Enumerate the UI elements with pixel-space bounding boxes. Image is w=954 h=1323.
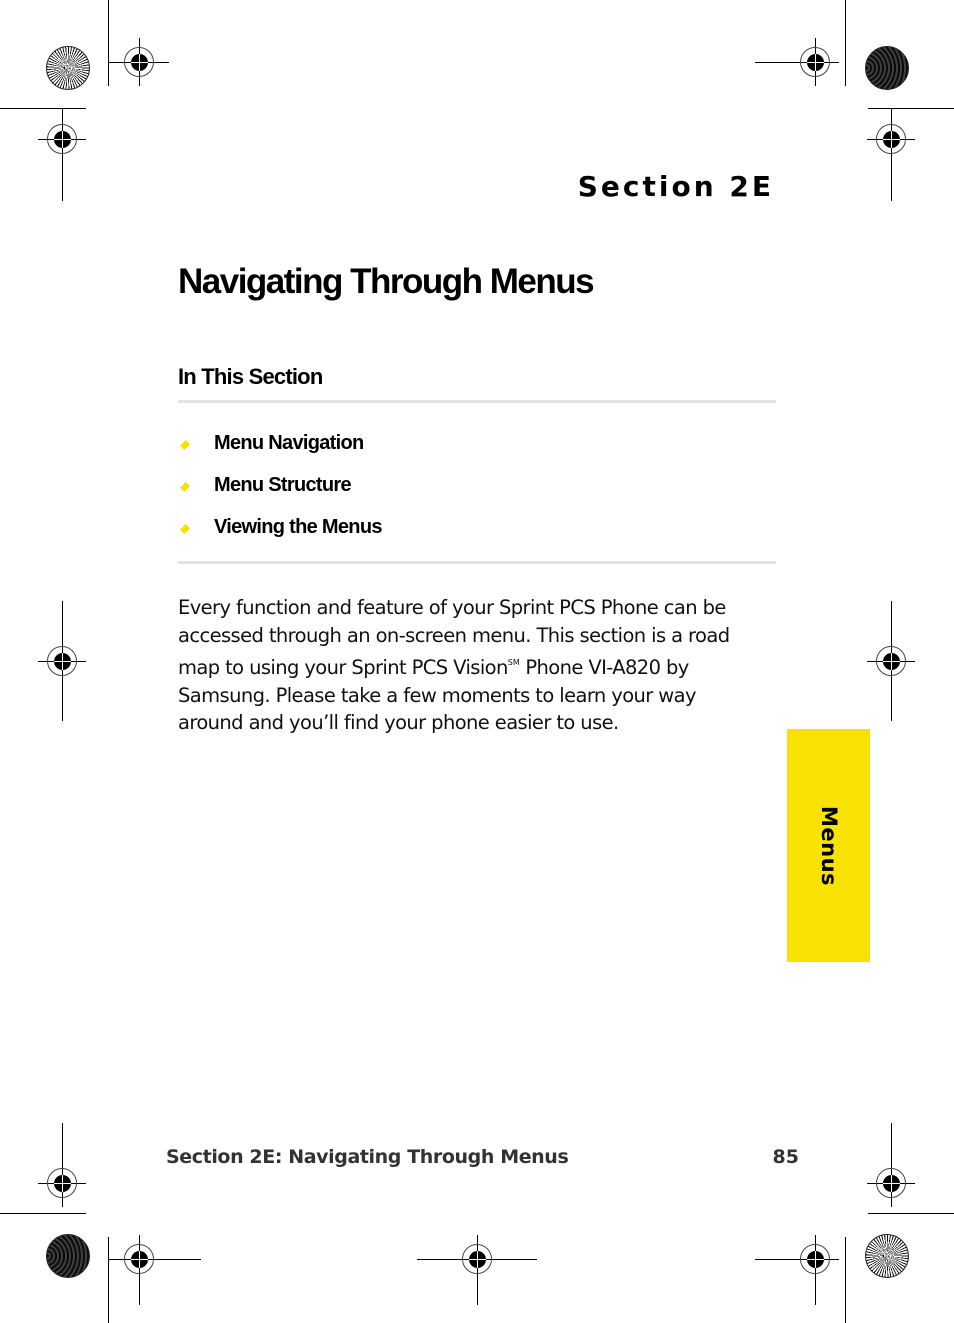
toc-item-label: Menu Structure <box>214 473 351 496</box>
trim-line <box>868 108 954 109</box>
intro-paragraph <box>178 594 758 737</box>
trim-line <box>108 1237 109 1323</box>
color-rosette-icon <box>865 1234 909 1278</box>
toc-item-menu-navigation[interactable] <box>178 422 382 464</box>
intro-text-part-2: Phone VI-A820 by Samsung. Please take a few moments to learn your way around and you’ll find your phone easier to use. <box>178 656 696 734</box>
chapter-tab <box>787 729 870 962</box>
intro-text-part-1: Every function and feature of your Sprint PCS Phone can be accessed through an on-screen menu. This section is a road map to using your Sprint PCS Vision <box>178 596 730 679</box>
toc-list <box>178 422 382 548</box>
diamond-bullet-icon <box>180 440 190 450</box>
divider <box>178 400 776 403</box>
diamond-bullet-icon <box>180 482 190 492</box>
trim-line <box>108 0 109 86</box>
divider <box>178 561 776 564</box>
trim-line <box>845 0 846 86</box>
color-rosette-icon <box>865 46 909 90</box>
diamond-bullet-icon <box>180 524 190 534</box>
toc-item-label: Menu Navigation <box>214 431 364 454</box>
toc-item-viewing-the-menus[interactable] <box>178 506 382 548</box>
trim-line <box>868 1213 954 1214</box>
toc-heading: In This Section <box>178 364 323 389</box>
service-mark: SM <box>507 658 520 667</box>
trim-line <box>0 1213 86 1214</box>
footer-title: Section 2E: Navigating Through Menus <box>166 1146 569 1168</box>
toc-item-label: Viewing the Menus <box>214 515 382 538</box>
toc-item-menu-structure[interactable] <box>178 464 382 506</box>
chapter-tab-label: Menus <box>816 805 841 886</box>
trim-line <box>0 108 86 109</box>
color-rosette-icon <box>46 46 90 90</box>
page-title: Navigating Through Menus <box>178 262 594 301</box>
section-label: Section 2E <box>577 170 774 203</box>
page-number: 85 <box>772 1146 799 1168</box>
trim-line <box>845 1237 846 1323</box>
color-rosette-icon <box>46 1234 90 1278</box>
